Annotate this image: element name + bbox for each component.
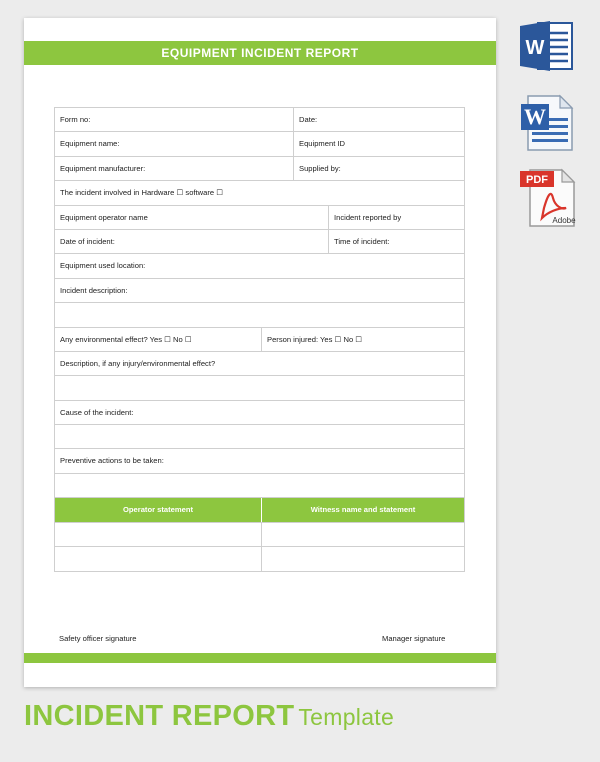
equipment-name-field: Equipment name: — [60, 139, 120, 149]
adobe-label: Adobe — [552, 216, 576, 225]
operator-statement-cell — [55, 523, 261, 546]
incident-involved-field: The incident involved in Hardware ☐ software ☐ — [60, 188, 224, 198]
pdf-file-icon[interactable] — [518, 168, 578, 228]
statement-header-row — [55, 498, 464, 522]
form-row — [55, 449, 464, 473]
word-document-icon[interactable] — [518, 20, 574, 72]
manufacturer-field: Equipment manufacturer: — [60, 163, 146, 173]
preventive-actions-field: Preventive actions to be taken: — [60, 456, 164, 466]
witness-statement-cell — [261, 523, 464, 546]
word-doc-letter: W — [524, 104, 546, 129]
form-row-blank — [55, 303, 464, 327]
form-row — [55, 328, 464, 352]
form-row — [55, 254, 464, 278]
form-row-blank — [55, 425, 464, 449]
statement-row — [55, 547, 464, 571]
form-row-blank — [55, 376, 464, 400]
form-row — [55, 279, 464, 303]
form-row — [55, 206, 464, 230]
blank-line — [55, 376, 464, 399]
operator-statement-cell — [55, 547, 261, 571]
date-field: Date: — [293, 108, 464, 131]
form-row — [55, 132, 464, 156]
word-doc-file-icon[interactable] — [518, 94, 576, 152]
form-row — [55, 181, 464, 205]
incident-form-table — [54, 107, 465, 572]
manager-signature: Manager signature — [382, 634, 446, 643]
blank-line — [55, 303, 464, 326]
supplied-by-field: Supplied by: — [293, 157, 464, 180]
report-title-band — [24, 41, 496, 65]
form-row — [55, 157, 464, 181]
form-row — [55, 401, 464, 425]
injury-description-field: Description, if any injury/environmental effect? — [60, 358, 216, 368]
footer-title-main: INCIDENT REPORT — [24, 700, 295, 732]
date-of-incident-field: Date of incident: — [60, 236, 115, 246]
cause-field: Cause of the incident: — [60, 407, 134, 417]
time-of-incident-field: Time of incident: — [328, 230, 464, 253]
witness-statement-cell — [261, 547, 464, 571]
pdf-label: PDF — [526, 174, 548, 186]
environmental-effect-field: Any environmental effect? Yes ☐ No ☐ — [60, 334, 192, 344]
form-row-blank — [55, 474, 464, 498]
equipment-id-field: Equipment ID — [293, 132, 464, 155]
witness-statement-header: Witness name and statement — [261, 498, 464, 521]
document-sheet — [24, 18, 496, 687]
location-field: Equipment used location: — [60, 261, 146, 271]
operator-statement-header: Operator statement — [122, 505, 194, 515]
form-row — [55, 230, 464, 254]
form-no-field: Form no: — [60, 115, 91, 124]
word-icon-letter: W — [525, 37, 545, 59]
statement-row — [55, 523, 464, 547]
blank-line — [55, 425, 464, 448]
incident-description-field: Incident description: — [60, 285, 128, 295]
bottom-band — [24, 653, 496, 663]
report-title: EQUIPMENT INCIDENT REPORT — [161, 46, 359, 60]
footer-title-sub: Template — [298, 704, 395, 730]
person-injured-field: Person injured: Yes ☐ No ☐ — [261, 328, 464, 351]
operator-name-field: Equipment operator name — [60, 212, 148, 222]
safety-officer-signature: Safety officer signature — [59, 634, 137, 643]
blank-line — [55, 474, 464, 497]
footer-title — [24, 700, 394, 733]
reported-by-field: Incident reported by — [328, 206, 464, 229]
form-row — [55, 108, 464, 132]
form-row — [55, 352, 464, 376]
